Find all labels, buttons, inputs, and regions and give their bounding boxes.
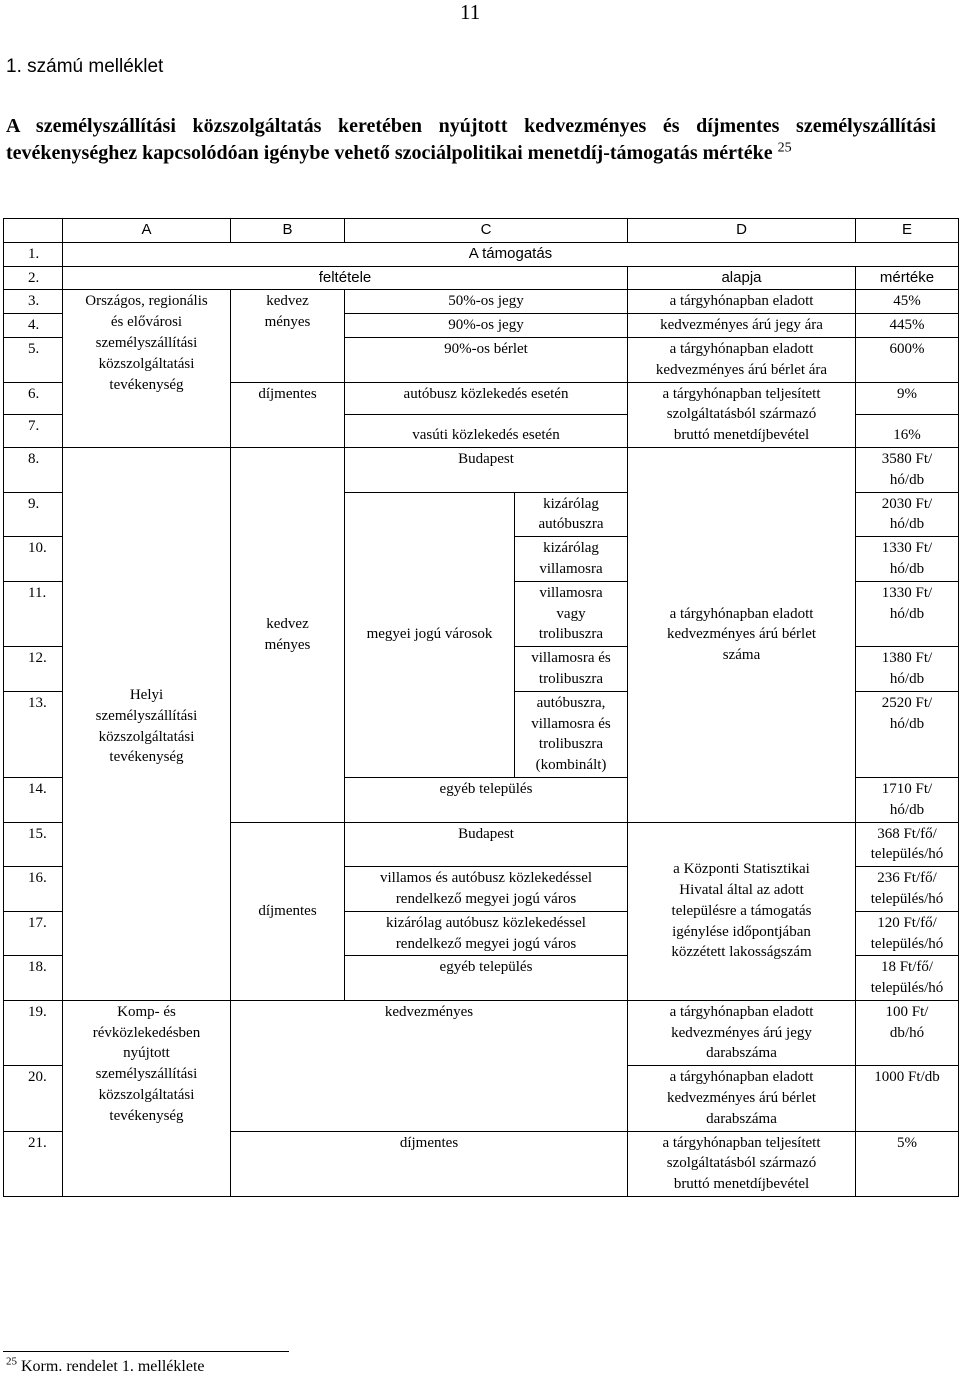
row-number: 11.: [4, 581, 63, 646]
cell-c: 50%-os jegy: [345, 290, 628, 314]
cell-e: 600%: [856, 337, 959, 382]
col-header-b: B: [231, 219, 345, 243]
col-header-a: A: [63, 219, 231, 243]
cell-d: a Központi Statisztikai Hivatal által az adott településre a támogatás igénylése időpontjában közzétett lakosságszám: [628, 822, 856, 1000]
row-number: 8.: [4, 447, 63, 492]
row-number: 1.: [4, 242, 63, 266]
table-row: [4, 266, 959, 290]
cell-e: 1330 Ft/ hó/db: [856, 537, 959, 582]
cell-e: 100 Ft/ db/hó: [856, 1000, 959, 1065]
cell-c: 90%-os bérlet: [345, 337, 628, 382]
county-cities-label: megyei jogú városok: [345, 492, 515, 777]
cell-e: 2030 Ft/ hó/db: [856, 492, 959, 537]
cell-d: a tárgyhónapban eladott kedvezményes árú bérlet darabszáma: [628, 1066, 856, 1131]
cell-e: 1710 Ft/ hó/db: [856, 777, 959, 822]
row-number: 15.: [4, 822, 63, 867]
footnote: [6, 1355, 205, 1376]
cell-d: a tárgyhónapban teljesített szolgáltatásból származó bruttó menetdíjbevétel: [628, 1131, 856, 1196]
free-label: díjmentes: [231, 382, 345, 447]
row-number: 9.: [4, 492, 63, 537]
cell-e: 9%: [856, 382, 959, 415]
cell-e: 1000 Ft/db: [856, 1066, 959, 1131]
row-number: 19.: [4, 1000, 63, 1065]
cell-d: a tárgyhónapban eladott kedvezményes árú bérlet ára: [628, 337, 856, 382]
cell-c: villamosra vagy trolibuszra: [515, 581, 628, 646]
cell-c: 90%-os jegy: [345, 314, 628, 338]
cell-e: 368 Ft/fő/ település/hó: [856, 822, 959, 867]
table-row: [4, 290, 959, 314]
row-number: 2.: [4, 266, 63, 290]
cell-e: 18 Ft/fő/ település/hó: [856, 956, 959, 1001]
row-number: 14.: [4, 777, 63, 822]
page-number: 11: [460, 0, 481, 24]
row-number: 3.: [4, 290, 63, 314]
footnote-number: 25: [6, 1355, 17, 1368]
cell-e: 16%: [856, 415, 959, 448]
cell-e: 1380 Ft/ hó/db: [856, 647, 959, 692]
local-service-label: Helyi személyszállítási közszolgáltatási tevékenység: [63, 447, 231, 1000]
table-row: [4, 219, 959, 243]
subsidy-table: [3, 218, 959, 1197]
cell-e: 3580 Ft/ hó/db: [856, 447, 959, 492]
cell-e: 445%: [856, 314, 959, 338]
footnote-divider: [3, 1351, 289, 1352]
cell-e: 45%: [856, 290, 959, 314]
cell-c: kizárólag autóbusz közlekedéssel rendelkező megyei jogú város: [345, 911, 628, 956]
table-row: [4, 1000, 959, 1065]
cell-c: villamosra és trolibuszra: [515, 647, 628, 692]
col-header-e: E: [856, 219, 959, 243]
discounted-label: kedvez ményes: [231, 290, 345, 382]
footnote-text: Korm. rendelet 1. melléklete: [21, 1358, 205, 1375]
discounted-label: kedvezményes: [231, 1000, 628, 1131]
row-number: 10.: [4, 537, 63, 582]
cell-c: Budapest: [345, 822, 628, 867]
col-header-c: C: [345, 219, 628, 243]
cell-d: kedvezményes árú jegy ára: [628, 314, 856, 338]
col-header-d: D: [628, 219, 856, 243]
annex-label: 1. számú melléklet: [6, 56, 164, 77]
cell-c: egyéb település: [345, 777, 628, 822]
document-title: [6, 113, 936, 167]
cell-c: villamos és autóbusz közlekedéssel rendelkező megyei jogú város: [345, 867, 628, 912]
row-number: 13.: [4, 691, 63, 777]
cell-d: a tárgyhónapban teljesített szolgáltatásból származó bruttó menetdíjbevétel: [628, 382, 856, 447]
cell-e: 120 Ft/fő/ település/hó: [856, 911, 959, 956]
cell-c: autóbuszra, villamosra és trolibuszra (kombinált): [515, 691, 628, 777]
row-number: 12.: [4, 647, 63, 692]
free-label: díjmentes: [231, 822, 345, 1000]
table-row: [4, 447, 959, 492]
national-service-label: Országos, regionális és elővárosi személyszállítási közszolgáltatási tevékenység: [63, 290, 231, 448]
cell-c: autóbusz közlekedés esetén: [345, 382, 628, 415]
cell-d: a tárgyhónapban eladott kedvezményes árú bérlet száma: [628, 447, 856, 822]
free-label: díjmentes: [231, 1131, 628, 1196]
row-number: 20.: [4, 1066, 63, 1131]
title-footnote-ref: 25: [777, 140, 792, 156]
cell-e: 5%: [856, 1131, 959, 1196]
discounted-label: kedvez ményes: [231, 447, 345, 822]
cell-c: vasúti közlekedés esetén: [345, 415, 628, 448]
row-number: 6.: [4, 382, 63, 415]
cell-d: a tárgyhónapban eladott: [628, 290, 856, 314]
condition-heading: feltétele: [63, 266, 628, 290]
cell-e: 1330 Ft/ hó/db: [856, 581, 959, 646]
amount-heading: mértéke: [856, 266, 959, 290]
row-number: 7.: [4, 415, 63, 448]
cell-c: kizárólag autóbuszra: [515, 492, 628, 537]
row-number: 5.: [4, 337, 63, 382]
table-row: [4, 242, 959, 266]
cell-c: kizárólag villamosra: [515, 537, 628, 582]
title-text: A személyszállítási közszolgáltatás keretében nyújtott kedvezményes és díjmentes személyszállítási tevékenységhez kapcsolódóan igénybe vehető szociálpolitikai menetdíj-támogatás mértéke: [6, 115, 936, 164]
support-heading: A támogatás: [63, 242, 959, 266]
row-number: 18.: [4, 956, 63, 1001]
row-number: 17.: [4, 911, 63, 956]
cell-c: Budapest: [345, 447, 628, 492]
ferry-service-label: Komp- és révközlekedésben nyújtott személyszállítási közszolgáltatási tevékenység: [63, 1000, 231, 1196]
row-number: 16.: [4, 867, 63, 912]
basis-heading: alapja: [628, 266, 856, 290]
row-number: 21.: [4, 1131, 63, 1196]
cell-c: egyéb település: [345, 956, 628, 1001]
cell-e: 236 Ft/fő/ település/hó: [856, 867, 959, 912]
cell-d: a tárgyhónapban eladott kedvezményes árú jegy darabszáma: [628, 1000, 856, 1065]
cell-e: 2520 Ft/ hó/db: [856, 691, 959, 777]
row-number: 4.: [4, 314, 63, 338]
